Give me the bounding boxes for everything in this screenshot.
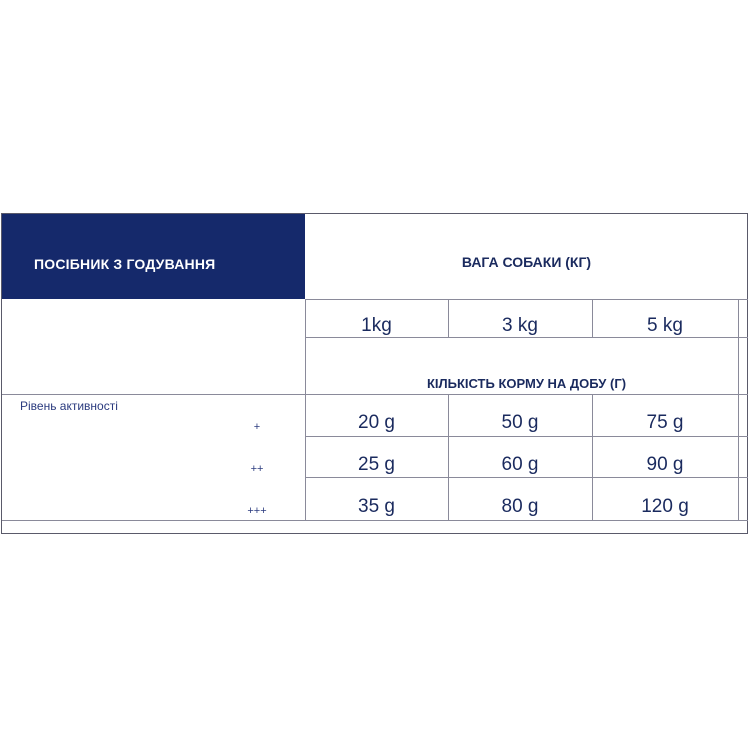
activity-level-label: Рівень активності [20,399,118,413]
amount-cell: 120 g [641,496,689,517]
amount-cell: 20 g [358,412,395,433]
divider [305,436,748,437]
divider [305,299,748,300]
daily-amount-heading: КІЛЬКІСТЬ КОРМУ НА ДОБУ (Г) [426,376,627,391]
divider [305,337,748,338]
header-block [2,214,305,299]
divider [2,394,748,395]
amount-cell: 60 g [501,454,539,475]
amount-cell: 35 g [358,496,395,517]
weight-cell: 1kg [361,315,392,336]
weight-cell: 3 kg [502,315,538,336]
amount-cell: 75 g [646,412,684,433]
dog-weight-heading: ВАГА СОБАКИ (КГ) [461,254,592,270]
divider [738,299,739,520]
weight-cell: 5 kg [647,315,683,336]
activity-level-plus-plus-plus: +++ [247,505,267,517]
amount-cell: 80 g [501,496,539,517]
amount-cell: 90 g [646,454,684,475]
divider [305,477,748,478]
activity-level-plus: + [253,421,261,433]
divider [2,520,748,521]
amount-cell: 25 g [358,454,395,475]
feeding-guide-table [1,213,748,534]
amount-cell: 50 g [501,412,539,433]
feeding-guide-title: ПОСІБНИК З ГОДУВАННЯ [34,256,216,272]
activity-level-plus-plus: ++ [250,463,264,475]
